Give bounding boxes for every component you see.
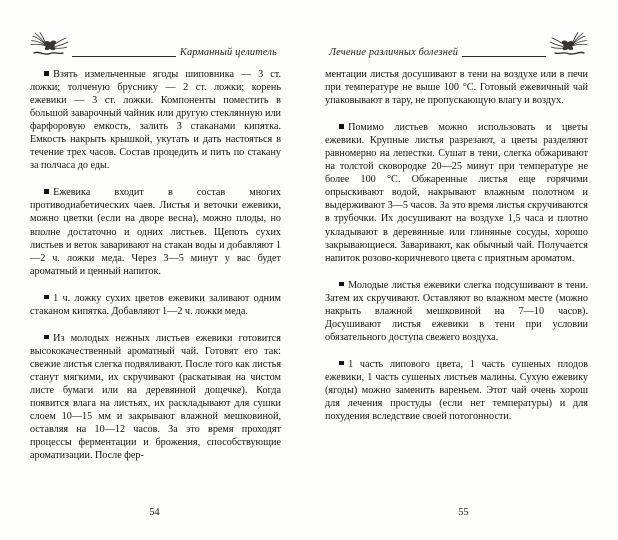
text-column-right [325,68,588,494]
running-head-rule [462,56,546,57]
bullet-marker-icon [339,124,344,129]
paragraph [325,279,588,344]
paragraph-text: ментации листья досушивают в тени на воздухе или в печи при температуре не выше 100 °С. Готовый ежевичный чай упаковывают в тару, не пропускающую влагу и воздух. [325,69,588,107]
page-right [309,0,618,540]
paragraph [325,121,588,265]
bullet-marker-icon [44,295,49,300]
paragraph [30,186,281,277]
bullet-marker-icon [44,71,49,76]
bullet-marker-icon [44,335,49,340]
paragraph-text: Молодые листья ежевики слегка подсушивают в тени. Затем их скручивают. Оставляют во влажном месте (можно накрыть влажной мешковиной на 7—10 часов). Досушивают листья ежевики в тени при условии обязательного доступа свежего воздуха. [325,279,588,343]
paragraph-text: Ежевика входит в состав многих противодиабетических чаев. Листья и веточки ежевики, можно цветки (если на дворе весна), можно плоды, но вполне достаточно и одних листьев. Щепоть сухих листьев и веток заваривают на стакан воды и добавляют 1—2 ч. ложки меда. Через 3—5 минут у вас будет ароматный и ценный напиток. [30,187,281,277]
page-number-left: 54 [149,506,160,518]
bullet-marker-icon [339,282,344,287]
bullet-marker-icon [339,361,344,366]
paragraph-text: Из молодых нежных листьев ежевики готовится высококачественный ароматный чай. Готовят его так: свежие листья слегка подвяливают. После того как листья станут мягкими, их скручивают (раскатывая на чистом листе бумаги или на деревянной дощечке). Когда появится влага на листьях, их раскладывают для сушки слоем 10—15 мм и закрывают влажной мешковиной, оставляя на 10—12 часов. За это время проходят процессы ферментации и брожения, способствующие ароматизации. После фер- [30,332,282,462]
running-head-right [325,31,588,59]
paragraph-text: Помимо листьев можно использовать и цветы ежевики. Крупные листья разрезают, а цветы разделяют равномерно на лепестки. Сушат в тени, слегка обжаривают на толстой сковородке 20—25 минут при температуре не более 100 °С. Обжаренные листья еще горячими опрыскивают водой, накрывают влажным полотном и выдерживают 3—5 часов. За это время листья скручиваются в трубочки. Их досушивают на воздухе 1,5 часа и плотно укладывают в деревянные или глиняные сосуды, хорошо закрывающиеся. Заваривают, как обычный чай. Получается напиток розово-коричневого цвета с приятным ароматом. [325,122,588,264]
bullet-marker-icon [44,189,49,194]
floral-vignette-icon [30,31,72,59]
page-number-right: 55 [458,506,469,518]
paragraph-continuation [325,68,588,107]
paragraph [30,68,281,172]
paragraph [30,292,281,318]
paragraph [30,332,281,462]
paragraph-text: 1 ч. ложку сухих цветов ежевики заливают одним стаканом кипятка. Добавляют 1—2 ч. ложки меда. [30,292,281,317]
running-head-left [30,31,281,59]
running-head-title: Карманный целитель [179,46,277,58]
running-head-title: Лечение различных болезней [329,46,459,58]
floral-vignette-icon [546,31,588,59]
running-head-rule [72,56,176,57]
paragraph-text: 1 часть липового цвета, 1 часть сушеных плодов ежевики, 1 часть сушеных листьев малины. Сухую ежевику (ягоды) можно заменить вареньем. Этот чай очень хорош для лечения простуды (если нет температуры) и для похудения вследствие своей потогонности. [325,358,588,423]
paragraph-text: Взять измельченные ягоды шиповника — 3 ст. ложки; толченую бруснику — 2 ст. ложки; корень ежевики — 3 ст. ложки. Компоненты поместить в большой заварочный чайник или другую стеклянную или фарфоровую емкость, залить 3 стаканами кипятка. Емкость накрыть крышкой, укутать и дать настояться в течение трех часов. Состав процедить и пить по стакану за полчаса до еды. [30,69,281,172]
paragraph [325,358,588,423]
text-column-left [30,68,281,494]
